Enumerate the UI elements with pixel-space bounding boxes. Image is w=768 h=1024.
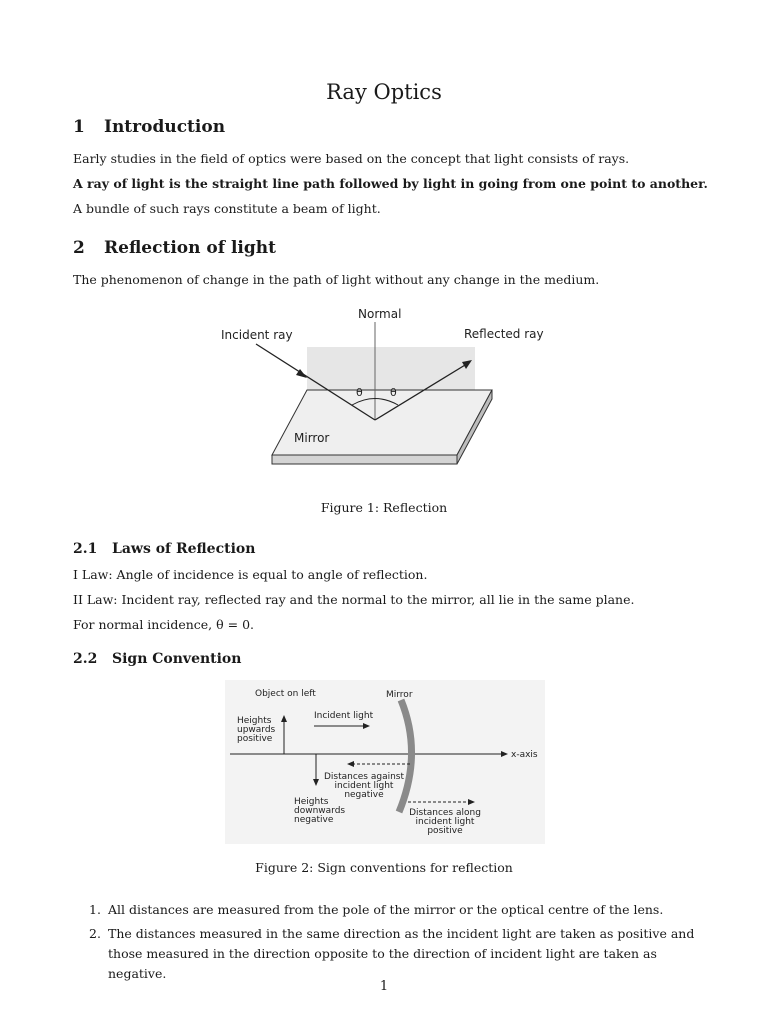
dist-against-label-1: Distances against [323, 772, 405, 782]
section-heading-introduction [73, 117, 225, 137]
reflection-figure [210, 300, 560, 490]
page-number: 1 [379, 979, 389, 994]
section-number: 1 [73, 117, 85, 137]
heights-up-label-1: Heights [237, 716, 272, 726]
dist-against-label-2: incident light [334, 781, 394, 791]
object-on-left-label: Object on left [255, 689, 316, 699]
list-item [89, 900, 709, 920]
list-item [89, 924, 709, 984]
figure-caption: Figure 2: Sign conventions for reflection [255, 860, 513, 875]
law-line: I Law: Angle of incidence is equal to angle of reflection. [73, 567, 428, 582]
heights-down-label-2: downwards [294, 806, 346, 816]
sign-convention-figure [225, 680, 545, 844]
dist-against-label-3: negative [344, 790, 384, 800]
heights-up-label-2: upwards [237, 725, 276, 735]
subsection-heading-sign-convention [73, 651, 241, 667]
list-number: 2. [89, 926, 101, 941]
list-text: All distances are measured from the pole of the mirror or the optical centre of the lens. [108, 902, 664, 917]
subsection-number: 2.2 [73, 651, 98, 667]
reflected-ray-label: Reflected ray [464, 327, 544, 341]
mirror-label: Mirror [386, 690, 413, 700]
section-heading-reflection [73, 238, 276, 258]
incident-ray-label: Incident ray [221, 328, 293, 342]
list-text: The distances measured in the same direction as the incident light are taken as positive and those measured in the direction opposite to the direction of incident light are taken as negative. [108, 926, 695, 981]
list-number: 1. [89, 902, 101, 917]
subsection-title: Laws of Reflection [112, 541, 256, 557]
figure-background [225, 680, 545, 844]
subsection-title: Sign Convention [112, 651, 242, 667]
law-line: II Law: Incident ray, reflected ray and the normal to the mirror, all lie in the same plane. [73, 592, 635, 607]
section-number: 2 [73, 238, 85, 258]
x-axis-label: x-axis [511, 750, 538, 760]
theta-right-label: θ [390, 386, 397, 399]
dist-along-label-3: positive [427, 826, 463, 836]
dist-along-label-2: incident light [415, 817, 475, 827]
section-title: Reflection of light [104, 238, 276, 258]
subsection-heading-laws [73, 541, 255, 557]
heights-down-label-1: Heights [294, 797, 329, 807]
heights-up-label-3: positive [237, 734, 273, 744]
heights-down-label-3: negative [294, 815, 334, 825]
mirror-front-face [272, 455, 457, 464]
normal-label: Normal [358, 307, 402, 321]
definition-paragraph: A ray of light is the straight line path followed by light in going from one point to another. [73, 176, 708, 191]
theta-left-label: θ [356, 386, 363, 399]
dist-along-label-1: Distances along [409, 808, 481, 818]
figure-caption: Figure 1: Reflection [320, 500, 448, 515]
section-title: Introduction [104, 117, 226, 137]
paragraph: The phenomenon of change in the path of light without any change in the medium. [73, 272, 600, 287]
document-title: Ray Optics [326, 80, 442, 104]
mirror-label: Mirror [294, 431, 330, 445]
law-line: For normal incidence, θ = 0. [73, 617, 255, 632]
mirror-top-face [272, 390, 492, 455]
paragraph: Early studies in the field of optics were based on the concept that light consists of rays. [73, 151, 630, 166]
subsection-number: 2.1 [73, 541, 98, 557]
paragraph: A bundle of such rays constitute a beam of light. [73, 201, 381, 216]
incident-light-label: Incident light [314, 711, 374, 721]
